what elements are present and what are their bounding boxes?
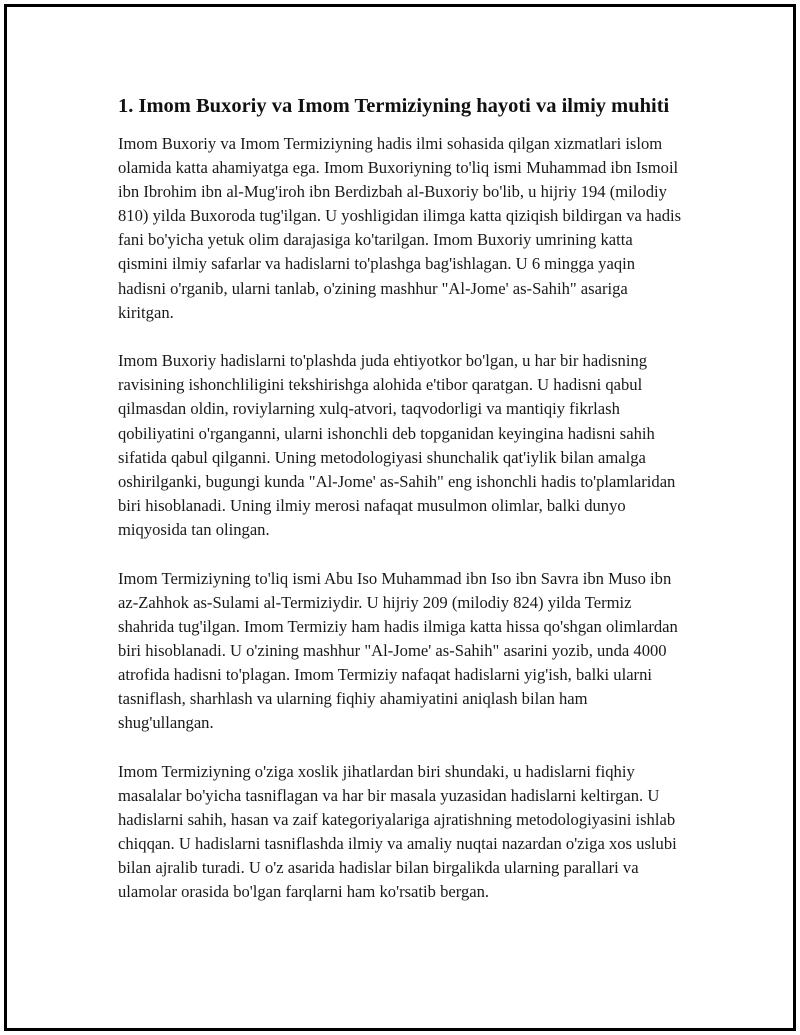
paragraph-3: Imom Termiziyning to'liq ismi Abu Iso Muhammad ibn Iso ibn Savra ibn Muso ibn az-Zahhok as-Sulami al-Termiziydir. U hijriy 209 (milodiy 824) yilda Termiz shahrida tug'ilgan. Imom Termiziy ham hadis ilmiga katta hissa qo'shgan olimlardan biri hisoblanadi. U o'zining mashhur "Al-Jome' as-Sahih" asarini yozib, unda 4000 atrofida hadisni to'plagan. Imom Termiziy nafaqat hadislarni yig'ish, balki ularni tasniflash, sharhlash va ularning fiqhiy ahamiyatini aniqlash bilan ham shug'ullangan. [118, 568, 678, 733]
paragraph-2: Imom Buxoriy hadislarni to'plashda juda ehtiyotkor bo'lgan, u har bir hadisning ravisining ishonchliligini tekshirishga alohida e'tibor qaratgan. U hadisni qabul qilmasdan oldin, roviylarning xulq-atvori, taqvodorligi va mantiqiy fikrlash qobiliyatini o'rganganni, ularni ishonchli deb topganidan keyingina hadisni sahih sifatida qabul qilganni. Uning metodologiyasi shunchalik qat'iylik bilan amalga oshirilganki, bugungi kunda "Al-Jome' as-Sahih" eng ishonchli hadis to'plamlaridan biri hisoblanadi. Uning ilmiy merosi nafaqat musulmon olimlar, balki dunyo miqyosida tan olingan. [118, 351, 676, 539]
paragraph-1: Imom Buxoriy va Imom Termiziyning hadis ilmi sohasida qilgan xizmatlari islom olamida katta ahamiyatga ega. Imom Buxoriyning to'liq ismi Muhammad ibn Ismoil ibn Ibrohim ibn al-Mug'iroh ibn Berdizbah al-Buxoriy bo'lib, u hijriy 194 (milodiy 810) yilda Buxoroda tug'ilgan. U yoshligidan ilimga katta qiziqish bildirgan va hadis fani bo'yicha yetuk olim darajasiga ko'tarilgan. Imom Buxoriy umrining katta qismini ilmiy safarlar va hadislarni to'plashga bag'ishlagan. U 6 mingga yaqin hadisni o'rganib, ularni tanlab, o'zining mashhur "Al-Jome' as-Sahih" asariga kiritgan. [118, 134, 682, 322]
paragraph-4: Imom Termiziyning o'ziga xoslik jihatlardan biri shundaki, u hadislarni fiqhiy masalalar bo'yicha tasniflagan va har bir masala yuzasidan hadislarni keltirgan. U hadislarni sahih, hasan va zaif kategoriyalariga ajratishning metodologiyasini ishlab chiqqan. U hadislarni tasniflashda ilmiy va amaliy nuqtai nazardan o'ziga xos uslubi bilan ajralib turadi. U o'z asarida hadislar bilan birgalikda ularning parallari va ulamolar orasida bo'lgan farqlarni ham ko'rsatib bergan. [118, 761, 677, 902]
section-heading: 1. Imom Buxoriy va Imom Termiziyning hayoti va ilmiy muhiti [118, 95, 670, 117]
document-body [114, 93, 686, 929]
